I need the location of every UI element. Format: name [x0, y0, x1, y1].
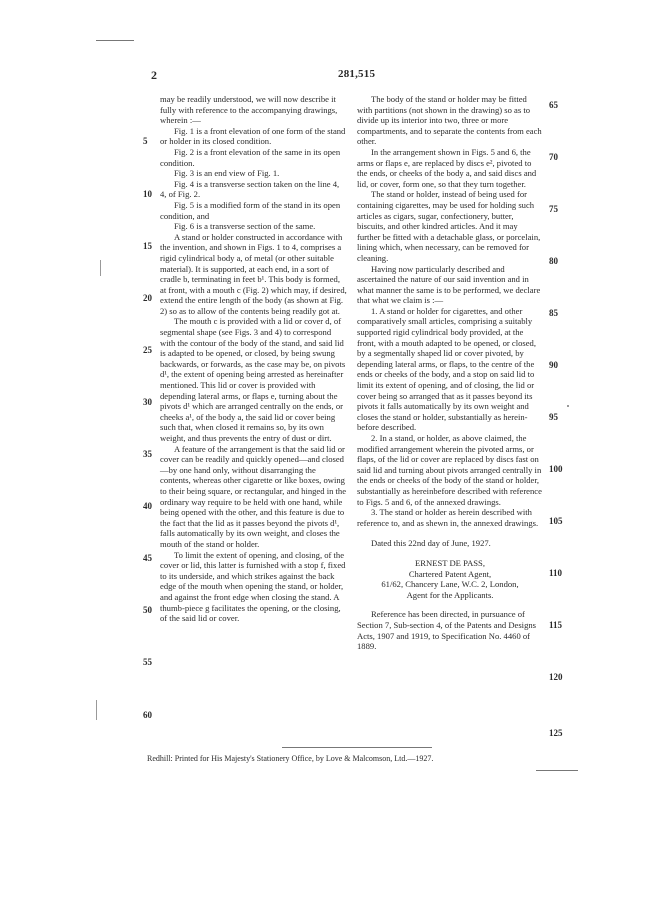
right-paragraph-1: In the arrangement shown in Figs. 5 and 6, the arms or flaps e, are replaced by discs e², pivoted to the ends, or cheeks of the body a, and said discs and lid, or cover, form one, so that they turn together. [357, 146, 537, 189]
agent-role: Agent for the Applicants. [406, 589, 494, 600]
line-number-60: 60 [143, 710, 152, 720]
left-paragraph-9: A feature of the arrangement is that the said lid or cover can be readily and quickly opened—and closed—by one hand only, without disarranging the contents, whereas other cigarette or like boxes, owing to their being square, or rectangular, and hinged in the ordinary way require to be held with one hand, while being opened with the other, and this feature is due to the fact that the lid as it passes beyond the pivots d¹, falls automatically by its own weight, and closes the mouth of the stand or holder. [160, 443, 347, 549]
line-number-25: 25 [143, 345, 152, 355]
line-number-10: 10 [143, 189, 152, 199]
left-paragraph-5: Fig. 5 is a modified form of the stand in its open condition, and [160, 199, 341, 221]
line-number-65: 65 [549, 100, 558, 110]
footer-rule [282, 747, 432, 748]
right-paragraph-4: 1. A stand or holder for cigarettes, and other comparatively small articles, comprising a suitably supported rigid cylindrical body provided, at the front, with a mouth adapted to be opened, or closed, by a segmentally shaped lid or cover pivoted, by depending lateral arms, or flaps, to the centre of the ends or cheeks of the body, and a stop on said lid to limit its extent of opening, and of closing, the lid or cover being so arranged that as it passes beyond its pivots it falls automatically by its own weight and closes the stand or holder, substantially as herein-before described. [357, 305, 536, 433]
left-paragraph-1: Fig. 1 is a front elevation of one form of the stand or holder in its closed condition. [160, 125, 346, 147]
left-paragraph-6: Fig. 6 is a transverse section of the same. [174, 221, 316, 232]
page-number: 2 [151, 68, 157, 82]
line-number-20: 20 [143, 293, 152, 303]
line-number-125: 125 [549, 728, 563, 738]
line-number-85: 85 [549, 308, 558, 318]
reference-note: Reference has been directed, in pursuance of Section 7, Sub-section 4, of the Patents and Designs Acts, 1907 and 1919, to Specification No. 4460 of 1889. [357, 609, 537, 652]
line-number-45: 45 [143, 553, 152, 563]
right-paragraph-6: 3. The stand or holder as herein described with reference to, and as shewn in, the annexed drawings. [357, 507, 539, 528]
line-number-40: 40 [143, 501, 152, 511]
left-paragraph-8: The mouth c is provided with a lid or cover d, of segmental shape (see Figs. 3 and 4) to correspond with the contour of the body of the stand, and said lid is adapted to be opened, or closed, by being swung backwards, or forwards, as the case may be, on pivots d¹, the extent of opening being arrested as hereinafter mentioned. This lid or cover is provided with depending lateral arms, or flaps e, turning about the pivots d¹ which are arranged centrally on the ends, or cheeks a¹, of the body a, the said lid or cover being such that, when closed it remains so, by its own weight, and thus prevents the entry of dust or dirt. [160, 316, 346, 443]
agent-title: Chartered Patent Agent, [408, 568, 492, 579]
left-paragraph-3: Fig. 3 is an end view of Fig. 1. [174, 168, 280, 179]
signature-block [357, 558, 543, 600]
left-paragraph-7: A stand or holder constructed in accordance with the invention, and shown in Figs. 1 to 4, comprises a rigid cylindrical body a, of metal (or other suitable material). It is supported, at each end, in a sort of cradle b, terminating in feet b¹. This body is formed, at front, with a mouth c (Fig. 2) which may, if desired, extend the entire length of the body (as shown at Fig. 2) so as to allow of the contents being readily got at. [160, 231, 347, 316]
left-paragraph-4: Fig. 4 is a transverse section taken on the line 4, 4, of Fig. 2. [160, 178, 340, 200]
line-number-90: 90 [549, 360, 558, 370]
line-number-5: 5 [143, 136, 148, 146]
left-paragraph-10: To limit the extent of opening, and closing, of the cover or lid, this latter is furnished with a stop f, fixed to its underside, and which strikes against the back edge of the mouth when opening the stand, or holder, and against the front edge when closing the stand. A thumb-piece g facilitates the opening, or the closing, of the said lid or cover. [160, 549, 346, 624]
line-number-75: 75 [549, 204, 558, 214]
scan-mark-right [567, 405, 569, 407]
line-number-120: 120 [549, 672, 563, 682]
line-number-105: 105 [549, 516, 563, 526]
line-number-100: 100 [549, 464, 563, 474]
printer-imprint: Redhill: Printed for His Majesty's Stationery Office, by Love & Malcomson, Ltd.—1927. [147, 754, 434, 763]
line-number-35: 35 [143, 449, 152, 459]
patent-number: 281,515 [338, 68, 376, 80]
right-paragraph-3: Having now particularly described and ascertained the nature of our said invention and in what manner the same is to be performed, we declare that what we claim is :— [357, 263, 541, 306]
bottom-right-rule [536, 770, 578, 771]
agent-address: 61/62, Chancery Lane, W.C. 2, London, [381, 579, 519, 590]
scan-mark-left-lower [96, 700, 97, 720]
left-column [160, 94, 347, 624]
left-paragraph-2: Fig. 2 is a front elevation of the same in its open condition. [160, 146, 341, 168]
right-paragraph-2: The stand or holder, instead of being used for containing cigarettes, may be used for holding such articles as cigars, sugar, confectionery, butter, biscuits, and other kindred articles. And it may further be fitted with a detachable glass, or porcelain, lining which, when necessary, can be removed for cleaning. [357, 189, 541, 263]
right-column [357, 94, 543, 652]
line-number-95: 95 [549, 412, 558, 422]
line-number-70: 70 [549, 152, 558, 162]
line-number-110: 110 [549, 568, 563, 578]
right-paragraph-0: The body of the stand or holder may be fitted with partitions (not shown in the drawing) so as to divide up its interior into two, three or more compartments, and to separate the contents from each other. [357, 94, 542, 147]
date-line: Dated this 22nd day of June, 1927. [371, 538, 491, 549]
scan-mark-left [100, 260, 101, 276]
left-paragraph-0: may be readily understood, we will now describe it fully with reference to the accompanying drawings, wherein :— [160, 94, 338, 126]
line-number-55: 55 [143, 657, 152, 667]
line-number-80: 80 [549, 256, 558, 266]
line-number-50: 50 [143, 605, 152, 615]
agent-name: ERNEST DE PASS, [415, 557, 485, 568]
line-number-115: 115 [549, 620, 563, 630]
top-left-rule [96, 40, 134, 41]
right-paragraph-5: 2. In a stand, or holder, as above claimed, the modified arrangement wherein the pivoted arms, or flaps, of the lid or cover are replaced by discs fast on said lid and turning about pivots arranged centrally in the ends or cheeks of the body of the stand or holder, substantially as hereinbefore described with reference to Figs. 5 and 6, of the annexed drawings. [357, 433, 542, 507]
line-number-30: 30 [143, 397, 152, 407]
line-number-15: 15 [143, 241, 152, 251]
